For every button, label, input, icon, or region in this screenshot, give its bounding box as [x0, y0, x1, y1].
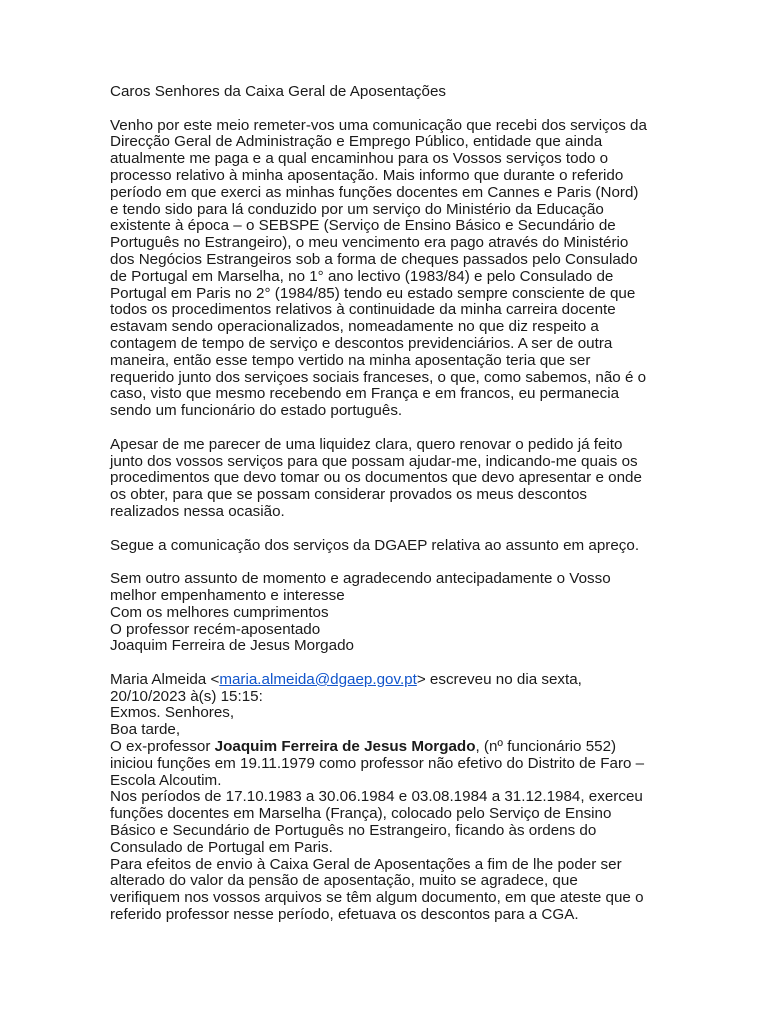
text-line: Sem outro assunto de momento e agradecendo antecipadamente o Vosso: [110, 570, 611, 588]
text-line: os obter, para que se possam considerar provados os meus descontos: [110, 486, 587, 504]
text-line: referido professor nesse período, efetuava os descontos para a CGA.: [110, 906, 579, 924]
text-line: funções docentes em Marselha (França), colocado pelo Serviço de Ensino: [110, 805, 612, 823]
paragraph-spacer: [110, 101, 670, 118]
text-line: O professor recém-aposentado: [110, 620, 321, 638]
quote-greeting: Boa tarde,: [110, 721, 181, 739]
text-line: Apesar de me parecer de uma liquidez clara, quero renovar o pedido já feito: [110, 435, 623, 453]
text-line: de Portugal em Marselha, no 1° ano lectivo (1983/84) e pelo Consulado de: [110, 267, 614, 285]
text-segment: O ex-professor: [110, 738, 215, 756]
letter-paragraph-1: [110, 118, 670, 420]
text-line: realizados nessa ocasião.: [110, 502, 285, 520]
text-line: iniciou funções em 19.11.1979 como professor não efetivo do Distrito de Faro –: [110, 754, 645, 772]
paragraph-spacer: [110, 521, 670, 538]
letter-closing: [110, 571, 670, 655]
text-line: Direcção Geral de Administração e Emprego Público, entidade que ainda: [110, 133, 603, 151]
text-line: Consulado de Portugal em Paris.: [110, 838, 333, 856]
signature-name: Joaquim Ferreira de Jesus Morgado: [110, 637, 354, 655]
text-line: melhor empenhamento e interesse: [110, 586, 345, 604]
letter-paragraph-2: [110, 437, 670, 521]
text-line: e tendo sido para lá conduzido por um serviço do Ministério da Educação: [110, 200, 604, 218]
text-line: contagem de tempo de serviço e descontos previdenciários. A ser de outra: [110, 334, 613, 352]
quoted-message: [110, 672, 670, 924]
text-line: junto dos vossos serviços para que possam ajudar-me, indicando-me quais os: [110, 452, 638, 470]
text-line: Venho por este meio remeter-vos uma comunicação que recebi dos serviços da: [110, 116, 647, 134]
text-segment: , (nº funcionário 552): [475, 738, 617, 756]
attribution-suffix: > escreveu no dia sexta,: [416, 670, 582, 688]
text-line: processo relativo à minha aposentação. Mais informo que durante o referido: [110, 166, 624, 184]
text-line: Portugal em Paris no 2° (1984/85) tendo eu estado sempre consciente de que: [110, 284, 636, 302]
letter-paragraph-3: Segue a comunicação dos serviços da DGAEP relativa ao assunto em apreço.: [110, 536, 640, 554]
text-line: Para efeitos de envio à Caixa Geral de Aposentações a fim de lhe poder ser: [110, 855, 622, 873]
text-line: dos Negócios Estrangeiros sob a forma de cheques passados pelo Consulado: [110, 250, 638, 268]
teacher-name: Joaquim Ferreira de Jesus Morgado: [214, 738, 476, 756]
paragraph-spacer: [110, 554, 670, 571]
text-line: caso, visto que mesmo recebendo em França e em francos, eu permanecia: [110, 385, 620, 403]
text-line: Escola Alcoutim.: [110, 771, 222, 789]
text-line: todos os procedimentos relativos à continuidade da minha carreira docente: [110, 301, 616, 319]
quote-attribution: [110, 672, 670, 689]
paragraph-spacer: [110, 655, 670, 672]
letter-greeting: Caros Senhores da Caixa Geral de Aposentações: [110, 83, 447, 100]
text-line: alterado do valor da pensão de aposentação, muito se agradece, que: [110, 872, 578, 890]
quote-date: 20/10/2023 à(s) 15:15:: [110, 687, 263, 705]
text-line: maneira, então esse tempo vertido na minha aposentação teria que ser: [110, 351, 591, 369]
text-line: requerido junto dos serviçoes sociais franceses, o que, como sabemos, não é o: [110, 368, 647, 386]
quote-paragraph-1-start: [110, 739, 670, 756]
text-line: período em que exerci as minhas funções docentes em Cannes e Paris (Nord): [110, 183, 639, 201]
text-line: atualmente me paga e a qual encaminhou para os Vossos serviços todo o: [110, 150, 609, 168]
text-line: Nos períodos de 17.10.1983 a 30.06.1984 e 03.08.1984 a 31.12.1984, exerceu: [110, 788, 643, 806]
text-line: verifiquem nos vossos arquivos se têm algum documento, em que ateste que o: [110, 889, 644, 907]
text-line: Básico e Secundário de Português no Estrangeiro, ficando às ordens do: [110, 822, 597, 840]
paragraph-spacer: [110, 420, 670, 437]
sender-name: Maria Almeida <: [110, 670, 220, 688]
text-line: sendo um funcionário do estado português.: [110, 402, 403, 420]
quote-salutation: Exmos. Senhores,: [110, 704, 235, 722]
text-line: procedimentos que devo tomar ou os documentos que devo apresentar e onde: [110, 469, 642, 487]
text-line: estavam sendo operacionalizados, nomeadamente no que diz respeito a: [110, 318, 599, 336]
email-document: [110, 84, 670, 924]
text-line: existente à época – o SEBSPE (Serviço de Ensino Básico e Secundário de: [110, 217, 616, 235]
sender-email-link[interactable]: maria.almeida@dgaep.gov.pt: [219, 670, 417, 688]
text-line: Português no Estrangeiro), o meu vencimento era pago através do Ministério: [110, 234, 629, 252]
text-line: Com os melhores cumprimentos: [110, 603, 329, 621]
